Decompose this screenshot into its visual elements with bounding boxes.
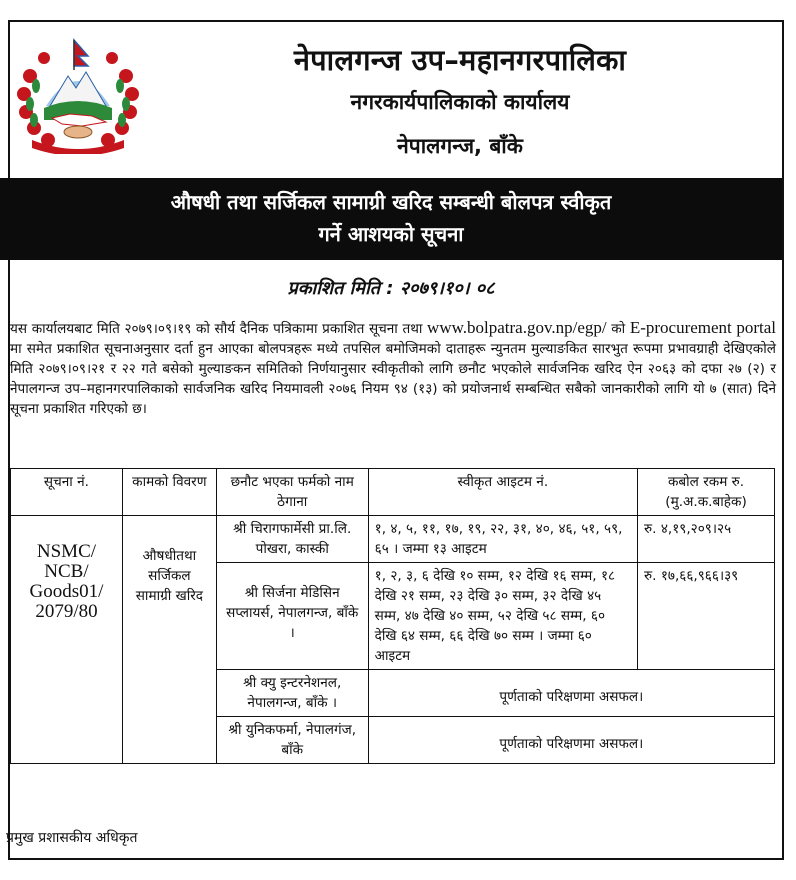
office-location: नेपालगन्ज, बाँके <box>397 134 523 158</box>
table-header-row <box>11 469 775 516</box>
body-part1: यस कार्यालयबाट मिति २०७९।०९।१९ को सौर्य दैनिक पत्रिकामा प्रकाशित सूचना तथा <box>10 321 428 337</box>
header-work: कामको विवरण <box>122 469 216 516</box>
award-table <box>10 468 775 764</box>
supplier-name: श्री सिर्जना मेडिसिन सप्लायर्स, नेपालगन्ज, बाँके । <box>216 563 368 670</box>
header-notice-no: सूचना नं. <box>11 469 123 516</box>
ref-line: Goods01/ <box>29 581 104 602</box>
office-name: नगरकार्यपालिकाको कार्यालय <box>350 90 570 114</box>
supplier-name: श्री चिरागफार्मेसी प्रा.लि. पोखरा, कास्की <box>216 516 368 563</box>
notice-body <box>10 318 776 419</box>
nepal-emblem-icon <box>12 36 144 154</box>
bolpatra-link[interactable]: www.bolpatra.gov.np/egp/ <box>427 318 607 337</box>
ref-line: NSMC/ <box>36 541 97 562</box>
published-date: प्रकाशित मिति : २०७९।१०। ०८ <box>287 278 495 299</box>
evaluation-result: पूर्णताको परिक्षणमा असफल। <box>368 717 774 764</box>
header-supplier: छनौट भएका फर्मको नाम ठेगाना <box>216 469 368 516</box>
ref-line: 2079/80 <box>35 601 98 622</box>
supplier-name: श्री युनिकफर्मा, नेपालगंज, बाँके <box>216 717 368 764</box>
bid-amount: रु. ४,१९,२०९।२५ <box>638 516 775 563</box>
work-description: औषधीतथा सर्जिकल सामाग्री खरिद <box>122 516 216 764</box>
body-part3: मा समेत प्रकाशित सूचनाअनुसार दर्ता हुन आएका बोलपत्रहरू मध्ये तपसिल बमोजिमको दाताहरू न्युनतम मुल्याङकित सारभुत रूपमा प्रभावग्राही देखिएकोले मिति २०७९।०९।२१ र २२ गते बसेको मुल्याङकन समितिको निर्णयानुसार स्वीकृतीको लागि छनौट भएकोले सार्वजनिक खरिद ऐन २०६३ को दफा २७ (२) र नेपालगन्ज उप–महानगरपालिकाको सार्वजनिक खरिद नियमावली २०७६ नियम ९४ (१३) को प्रयोजनार्थ सम्बन्धित सबैको जानकारीको लागि यो ७ (सात) दिने सूचना प्रकाशित गरिएको छ। <box>10 341 776 417</box>
notice-reference <box>11 516 123 764</box>
ref-line: NCB/ <box>44 561 89 582</box>
notice-title-banner <box>0 178 782 260</box>
header-amount: कबोल रकम रु. (मु.अ.क.बाहेक) <box>638 469 775 516</box>
approved-items: १, २, ३, ६ देखि १० सम्म, १२ देखि १६ सम्म, १८ देखि २१ सम्म, २३ देखि ३० सम्म, ३२ देखि ४५ सम्म, ४७ देखि ४० सम्म, ५२ देखि ५८ सम्म, ६० देखि ६४ सम्म, ६६ देखि ७० सम्म । जम्मा ६० आइटम <box>368 563 637 670</box>
evaluation-result: पूर्णताको परिक्षणमा असफल। <box>368 670 774 717</box>
signatory-title: प्रमुख प्रशासकीय अधिकृत <box>6 830 138 846</box>
bid-amount: रु. १७,६६,९६६।३९ <box>638 563 775 670</box>
notice-title-line1: औषधी तथा सर्जिकल सामाग्री खरिद सम्बन्धी बोलपत्र स्वीकृत <box>170 190 612 214</box>
table-row <box>11 516 775 563</box>
municipality-title: नेपालगन्ज उप–महानगरपालिका <box>293 43 627 77</box>
approved-items: १, ४, ५, ११, १७, १९, २२, ३१, ४०, ४६, ५१, ५९, ६५ । जम्मा १३ आइटम <box>368 516 637 563</box>
eprocurement-text: E-procurement portal <box>629 318 776 337</box>
supplier-name: श्री क्यु इन्टरनेशनल, नेपालगन्ज, बाँके । <box>216 670 368 717</box>
header-items: स्वीकृत आइटम नं. <box>368 469 637 516</box>
notice-title-line2: गर्ने आशयको सूचना <box>318 222 464 246</box>
body-part2: को <box>606 321 630 337</box>
